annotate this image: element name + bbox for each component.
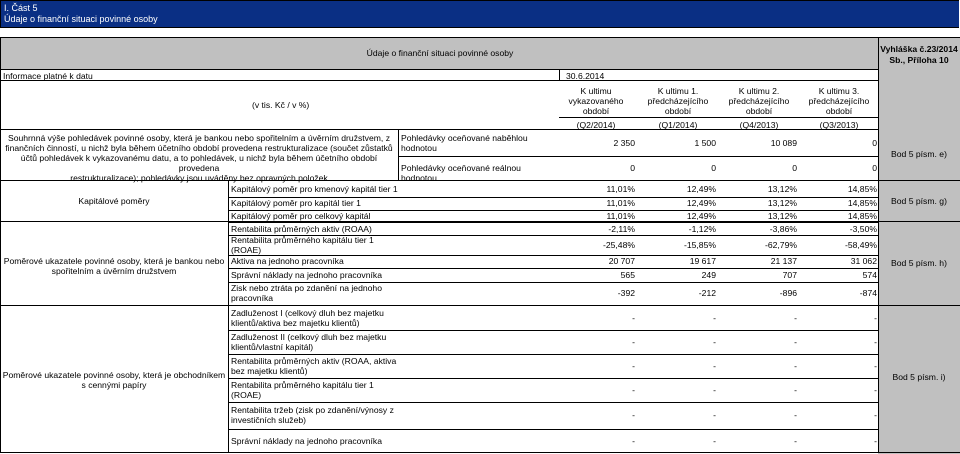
row-value: -212	[698, 288, 716, 298]
row-value: 0	[792, 163, 797, 173]
section-title: Údaje o finanční situaci povinné osoby	[4, 14, 158, 24]
row-label-line: klientů/aktiva bez majetku klientů)	[231, 318, 360, 328]
row-label-line: (ROAE)	[231, 245, 262, 255]
row-value: -	[874, 361, 877, 371]
row-value: -	[874, 410, 877, 420]
info-date-value: 30.6.2014	[566, 71, 605, 81]
row-label-line: (ROAE)	[231, 390, 262, 400]
col-head-l1: K ultimu 2.	[738, 86, 780, 96]
col-head-l2: předcházejícího	[647, 96, 709, 106]
receivables-description	[0, 133, 398, 183]
row-label-line: Kapitálový poměr pro kmenový kapitál tier 1	[231, 184, 398, 194]
row-value: 565	[620, 270, 635, 280]
receivables-desc-line: Souhrnná výše pohledávek povinné osoby, která je bankou nebo spořitelním a úvěrním družstvem, z	[7, 133, 390, 143]
reference-column	[878, 38, 960, 454]
col-head-l1: K ultimu 3.	[818, 86, 860, 96]
row-value: -	[874, 337, 877, 347]
row-value: -	[713, 385, 716, 395]
col-head-l1: K ultimu 1.	[657, 86, 699, 96]
row-label	[231, 224, 556, 234]
row-value: 0	[630, 163, 635, 173]
col-head-l3: období	[582, 106, 610, 116]
row-value: -	[794, 436, 797, 446]
row-value: 14,85%	[847, 198, 877, 208]
row-value: 12,49%	[686, 198, 716, 208]
col-head-quarter: (Q1/2014)	[658, 120, 698, 130]
bank-reference: Bod 5 písm. h)	[891, 258, 947, 268]
regulation-reference: Vyhláška č.23/2014	[880, 44, 958, 54]
row-label	[231, 198, 556, 208]
row-divider	[229, 429, 878, 430]
row-value: -874	[859, 288, 877, 298]
row-label-line: Zadluženost II (celkový dluh bez majetku	[231, 332, 387, 342]
col-head-l3: období	[825, 106, 853, 116]
row-label	[231, 380, 556, 400]
row-value: 707	[782, 270, 797, 280]
row-value: -	[713, 436, 716, 446]
row-label-line: Rentabilita průměrného kapitálu tier 1	[231, 235, 374, 245]
row-value: -392	[617, 288, 635, 298]
row-value: -	[632, 436, 635, 446]
row-label-line: Pohledávky oceňované naběhlou	[401, 133, 528, 143]
row-value: -	[632, 410, 635, 420]
row-value: 1 500	[694, 138, 716, 148]
row-value: -	[794, 337, 797, 347]
row-value: -	[874, 436, 877, 446]
row-value: -	[874, 385, 877, 395]
row-value: 14,85%	[847, 211, 877, 221]
row-value: 2 350	[613, 138, 635, 148]
row-label	[231, 436, 556, 446]
row-label	[231, 356, 556, 376]
row-divider	[229, 330, 878, 331]
row-value: -	[874, 313, 877, 323]
row-label	[231, 256, 556, 266]
capital-ratios-description: Kapitálové poměry	[78, 196, 150, 206]
row-label	[231, 332, 556, 352]
row-value: -25,48%	[602, 240, 635, 250]
row-value: -896	[779, 288, 797, 298]
row-value: -	[713, 361, 716, 371]
row-value: 12,49%	[686, 184, 716, 194]
bank-desc-line: spořitelním a úvěrním družstvem	[51, 266, 177, 276]
row-value: -	[794, 385, 797, 395]
row-value: -	[713, 410, 716, 420]
receivables-desc-line: restrukturalizace); pohledávky jsou uváděny bez opravných položek	[70, 173, 328, 183]
row-value: 11,01%	[606, 184, 635, 194]
row-label-line: Zadluženost I (celkový dluh bez majetku	[231, 308, 384, 318]
section-number: I. Část 5	[4, 3, 38, 13]
row-label	[231, 283, 556, 303]
row-value: -	[632, 313, 635, 323]
row-label-line: Aktiva na jednoho pracovníka	[231, 256, 344, 266]
row-value: -	[632, 385, 635, 395]
col-head-quarter: (Q2/2014)	[576, 120, 616, 130]
row-label-line: bez majetku klientů)	[231, 366, 308, 376]
row-label-line: Správní náklady na jednoho pracovníka	[231, 436, 382, 446]
col-head-l3: období	[745, 106, 773, 116]
row-label-line: hodnotou	[401, 143, 437, 153]
row-label-line: Zisk nebo ztráta po zdanění na jednoho	[231, 283, 382, 293]
row-value: 12,49%	[686, 211, 716, 221]
row-value: -	[632, 337, 635, 347]
row-value: -	[794, 361, 797, 371]
row-label	[231, 270, 556, 280]
row-label-line: Rentabilita tržeb (zisk po zdanění/výnosy z	[231, 405, 394, 415]
regulation-attachment: Sb., Příloha 10	[889, 55, 949, 65]
row-label	[231, 211, 556, 221]
row-divider	[229, 354, 878, 355]
row-label-line: investičních služeb)	[231, 415, 306, 425]
row-value: -	[794, 313, 797, 323]
row-label-line: klientů/vlastní kapitál)	[231, 342, 314, 352]
row-value: -	[632, 361, 635, 371]
row-value: 31 062	[850, 256, 877, 266]
row-value: -	[713, 313, 716, 323]
row-divider	[229, 222, 878, 223]
row-label	[231, 235, 556, 255]
row-value: 0	[711, 163, 716, 173]
row-value: 11,01%	[606, 211, 635, 221]
row-value: -58,49%	[844, 240, 877, 250]
row-divider	[229, 268, 878, 269]
row-value: -15,85%	[683, 240, 716, 250]
trader-desc-line: Poměrové ukazatele povinné osoby, která je obchodníkem	[2, 370, 226, 380]
row-label-line: pracovníka	[231, 293, 274, 303]
row-value: 0	[872, 163, 877, 173]
row-value: 19 617	[689, 256, 716, 266]
receivables-desc-line: finančních činností, u nichž byla během účetního období provedena restrukturalizace (součet zůstatků	[5, 143, 393, 153]
row-value: -3,50%	[849, 224, 877, 234]
capital-reference: Bod 5 písm. g)	[891, 196, 947, 206]
row-value: 13,12%	[767, 184, 797, 194]
row-value: -3,86%	[769, 224, 797, 234]
trader-ratios-description	[0, 370, 228, 390]
row-value: -62,79%	[764, 240, 797, 250]
bank-desc-line: Poměrové ukazatele povinné osoby, která je bankou nebo	[3, 256, 225, 266]
table-title: Údaje o finanční situaci povinné osoby	[366, 48, 514, 58]
row-label-line: Rentabilita průměrných aktiv (ROAA)	[231, 224, 372, 234]
row-divider	[229, 378, 878, 379]
row-label-line: Kapitálový poměr pro kapitál tier 1	[231, 198, 361, 208]
row-value: 10 089	[770, 138, 797, 148]
col-head-l1: K ultimu	[580, 86, 612, 96]
col-head-l2: předcházejícího	[728, 96, 790, 106]
row-label	[401, 133, 556, 153]
report-header	[0, 0, 959, 28]
col-head-l2: předcházejícího	[808, 96, 870, 106]
col-head-quarter: (Q3/2013)	[819, 120, 859, 130]
trader-desc-line: s cennými papíry	[81, 380, 147, 390]
row-divider	[229, 402, 878, 403]
row-value: 13,12%	[767, 198, 797, 208]
row-label	[231, 308, 556, 328]
info-date-label: Informace platné k datu	[3, 71, 93, 81]
col-head-quarter: (Q4/2013)	[739, 120, 779, 130]
row-value: 0	[872, 138, 877, 148]
row-label	[231, 184, 556, 194]
row-label-line: Pohledávky oceňované reálnou hodnotou	[401, 163, 521, 183]
row-value: -2,11%	[608, 224, 635, 234]
row-label-line: Rentabilita průměrných aktiv (ROAA, aktiva	[231, 356, 397, 366]
row-value: -1,12%	[688, 224, 716, 234]
bank-ratios-description	[0, 256, 228, 276]
row-value: 249	[701, 270, 716, 280]
receivables-desc-line: účtů pohledávek k vykazovanému datu, a to pohledávek, u nichž byla během účetního období provedena	[20, 153, 378, 173]
col-head-l3: období	[664, 106, 692, 116]
row-label-line: Správní náklady na jednoho pracovníka	[231, 270, 382, 280]
row-value: 20 707	[608, 256, 635, 266]
row-value: 13,12%	[767, 211, 797, 221]
row-label-line: Rentabilita průměrného kapitálu tier 1	[231, 380, 374, 390]
row-label	[231, 405, 556, 425]
row-value: -	[713, 337, 716, 347]
unit-label: (v tis. Kč / v %)	[252, 100, 310, 110]
row-label-line: Kapitálový poměr pro celkový kapitál	[231, 211, 371, 221]
col-head-l2: vykazovaného	[568, 96, 624, 106]
row-value: 574	[862, 270, 877, 280]
row-value: -	[794, 410, 797, 420]
trader-reference: Bod 5 písm. i)	[892, 372, 946, 382]
row-value: 21 137	[770, 256, 797, 266]
row-value: 11,01%	[606, 198, 635, 208]
row-value: 14,85%	[847, 184, 877, 194]
receivables-reference: Bod 5 písm. e)	[891, 149, 947, 159]
